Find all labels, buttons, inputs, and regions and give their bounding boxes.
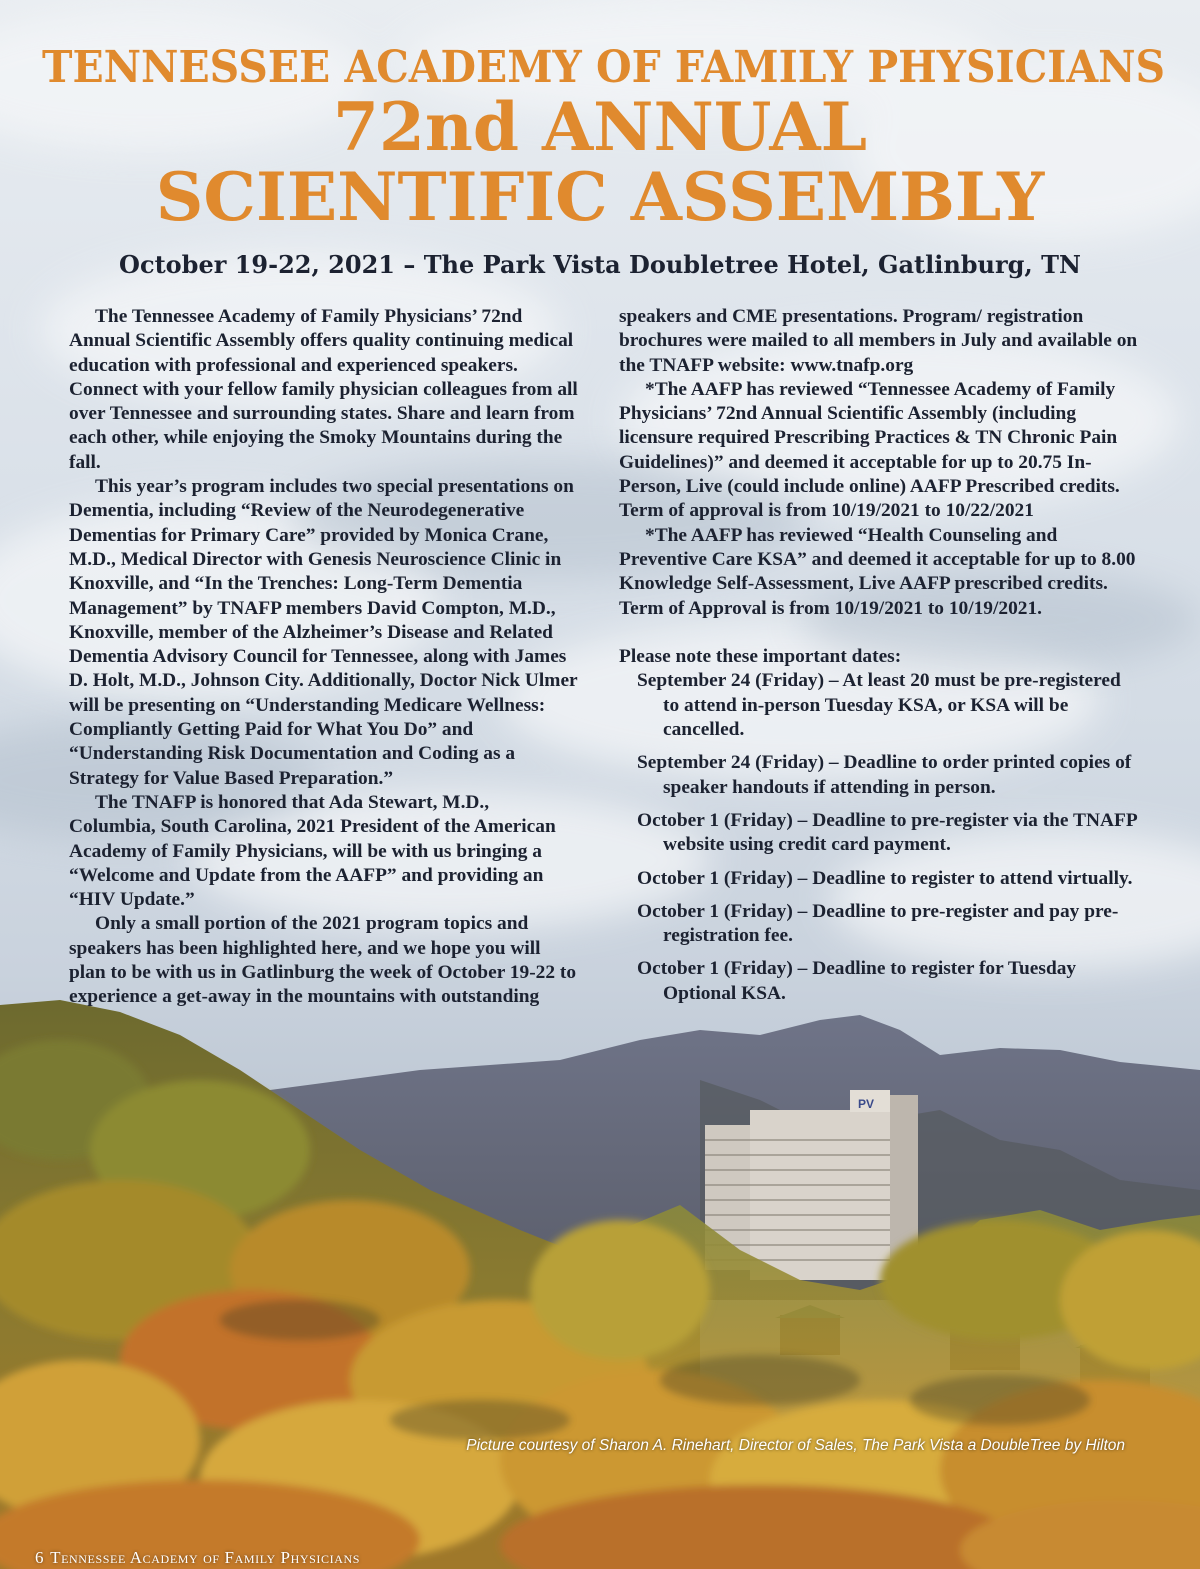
page-number: 6 <box>35 1548 45 1567</box>
date-list-item: October 1 (Friday) – Deadline to pre-register and pay pre-registration fee. <box>637 900 1119 947</box>
date-list-item: October 1 (Friday) – Deadline to register to attend virtually. <box>637 867 1133 889</box>
accreditation-statement: *The AAFP has reviewed “Health Counseling and Preventive Care KSA” and deemed it acceptable for up to 8.00 Knowledge Self-Assessment, Live AAFP prescribed credits. Term of Approval is from 10/19/2021 to 10/19/2021. <box>619 524 1136 619</box>
page-footer <box>35 1548 360 1568</box>
article-paragraph: The Tennessee Academy of Family Physicians’ 72nd Annual Scientific Assembly offers quality continuing medical education with professional and experienced speakers. Connect with your fellow family physician colleagues from all over Tennessee and surrounding states. Share and learn from each other, while enjoying the Smoky Mountains during the fall. <box>69 306 578 473</box>
date-list-item: September 24 (Friday) – Deadline to order printed copies of speaker handouts if attending in person. <box>637 752 1132 798</box>
date-list-item: October 1 (Friday) – Deadline to register for Tuesday Optional KSA. <box>637 958 1077 1004</box>
important-dates-list <box>619 669 1139 1006</box>
event-title-line-2: SCIENTIFIC ASSEMBLY <box>155 158 1045 236</box>
event-title-line-1: 72nd ANNUAL <box>333 88 867 166</box>
date-list-item: October 1 (Friday) – Deadline to pre-register via the TNAFP website using credit card payment. <box>637 809 1137 856</box>
article-paragraph: This year’s program includes two special presentations on Dementia, including “Review of the Neurodegenerative Dementias for Primary Care” provided by Monica Crane, M.D., Medical Director with Genesis Neuroscience Clinic in Knoxville, and “In the Trenches: Long-Term Dementia Management” by TNAFP members David Compton, M.D., Knoxville, member of the Alzheimer’s Disease and Related Dementia Advisory Council for Tennessee, along with James D. Holt, M.D., Johnson City. Additionally, Doctor Nick Ulmer will be presenting on “Understanding Medicare Wellness: Compliantly Getting Paid for What You Do” and “Understanding Risk Documentation and Coding as a Strategy for Value Based Preparation.” <box>69 476 578 789</box>
article-left-column <box>69 305 579 1010</box>
photo-caption: Picture courtesy of Sharon A. Rinehart, Director of Sales, The Park Vista a DoubleTree by Hilton <box>466 1437 1125 1454</box>
article-paragraph: Only a small portion of the 2021 program topics and speakers has been highlighted here, and we hope you will plan to be with us in Gatlinburg the week of October 19-22 to experience a get-away in the mountains with outstanding <box>69 913 577 1008</box>
event-title <box>0 88 1200 236</box>
article-paragraph: The TNAFP is honored that Ada Stewart, M.D., Columbia, South Carolina, 2021 President of the American Academy of Family Physicians, will be with us bringing a “Welcome and Update from the AAFP” and providing an “HIV Update.” <box>69 791 556 911</box>
important-dates-heading: Please note these important dates: <box>619 646 902 668</box>
article-right-column <box>619 305 1139 1015</box>
accreditation-statement: *The AAFP has reviewed “Tennessee Academy of Family Physicians’ 72nd Annual Scientific Assembly (including licensure required Prescribing Practices & TN Chronic Pain Guidelines)” and deemed it acceptable for up to 20.75 In-Person, Live (could include online) AAFP Prescribed credits. Term of approval is from 10/19/2021 to 10/22/2021 <box>619 378 1120 522</box>
article-paragraph-continuation: speakers and CME presentations. Program/ registration brochures were mailed to all members in July and available on the TNAFP website: www.tnafp.org <box>619 306 1138 376</box>
date-list-item: September 24 (Friday) – At least 20 must be pre-registered to attend in-person Tuesday KSA, or KSA will be cancelled. <box>637 670 1121 741</box>
organization-heading: TENNESSEE ACADEMY OF FAMILY PHYSICIANS <box>42 42 1166 93</box>
hotel-sign: PV <box>858 1097 875 1111</box>
publication-name: Tennessee Academy of Family Physicians <box>50 1548 361 1567</box>
event-dates-location: October 19-22, 2021 – The Park Vista Doubletree Hotel, Gatlinburg, TN <box>119 250 1081 279</box>
